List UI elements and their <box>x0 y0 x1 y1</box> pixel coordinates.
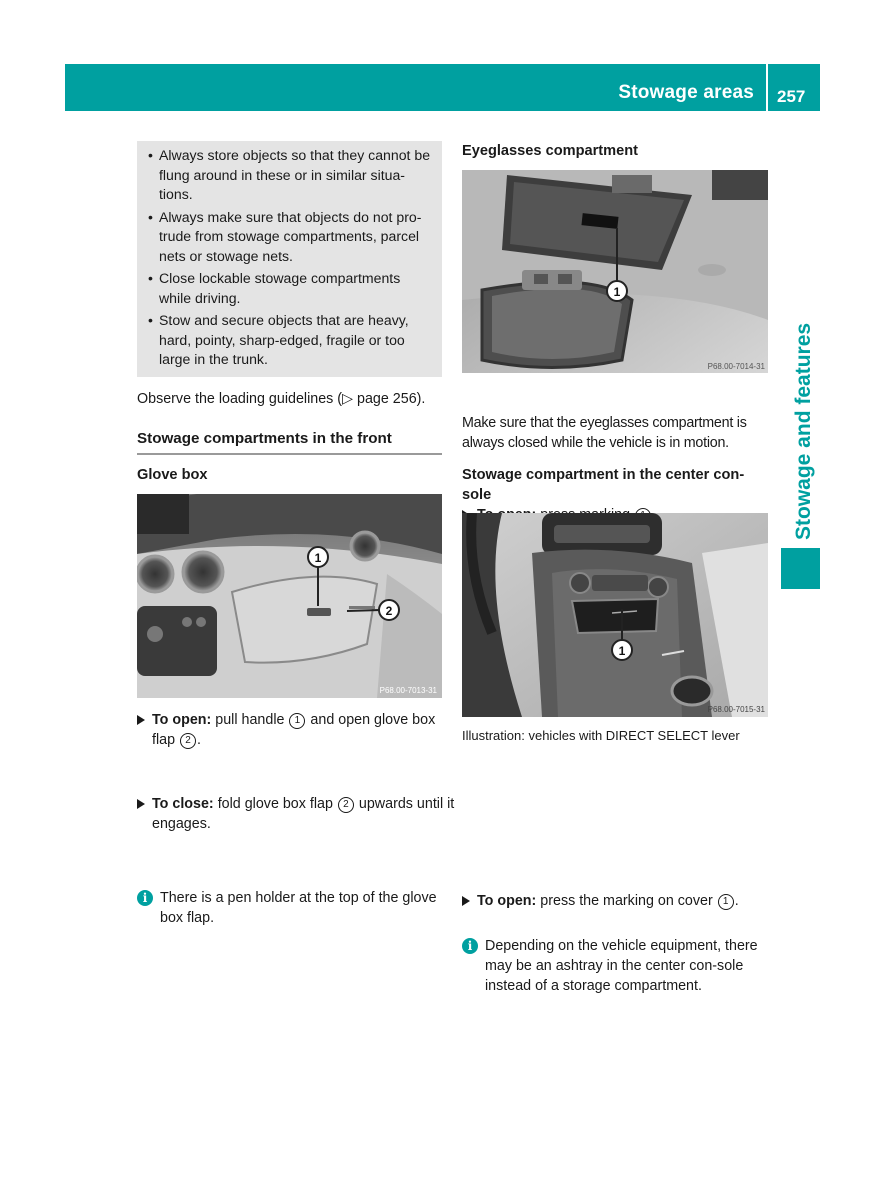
step-label: To close: <box>152 796 214 812</box>
page-number-box <box>768 64 820 111</box>
step-text: and open glove box flap <box>152 712 436 748</box>
warning-item: • Always store objects so that they cannot be flung around in these or in similar situa-tions. <box>148 146 436 205</box>
marker: 1 <box>718 894 734 910</box>
callout-1: 1 <box>618 644 626 658</box>
header-title: Stowage areas <box>618 82 754 103</box>
step-label: To open: <box>152 712 212 728</box>
step-arrow-icon <box>137 715 145 725</box>
loading-note: Observe the loading guidelines (▷ page 256). <box>137 391 426 407</box>
info-icon: i <box>137 890 153 906</box>
info-icon: i <box>462 938 478 954</box>
section-heading-block <box>137 429 442 455</box>
info-text: Depending on the vehicle equipment, there may be an ashtray in the center con-sole instead of a storage compartment. <box>485 938 758 994</box>
console-info <box>462 936 775 996</box>
step-text: fold glove box flap <box>217 796 333 812</box>
console-heading: Stowage compartment in the center con-sole <box>462 467 745 503</box>
step-end: . <box>197 732 202 748</box>
step-arrow-icon <box>462 896 470 906</box>
glove-close-step <box>137 794 457 834</box>
glove-box-figure <box>137 494 442 698</box>
callout-2: 2 <box>385 604 393 618</box>
header-bar <box>65 64 766 111</box>
section-heading: Stowage compartments in the front <box>137 430 392 447</box>
step-end: . <box>734 893 739 909</box>
marker: 2 <box>180 733 196 749</box>
warning-item: • Stow and secure objects that are heavy, hard, pointy, sharp-edged, fragile or too large in the trunk. <box>148 311 436 370</box>
page-number: 257 <box>777 87 806 106</box>
callout-1: 1 <box>613 285 621 299</box>
console-open-step <box>462 891 783 911</box>
step-arrow-icon <box>137 799 145 809</box>
side-tab-marker <box>781 548 820 589</box>
glove-open-step <box>137 710 457 750</box>
warning-box <box>137 141 442 377</box>
figure-code: P68.00-7013-31 <box>379 686 437 695</box>
warning-item: • Always make sure that objects do not pro-trude from stowage compartments, parcel nets or stowage nets. <box>148 208 436 267</box>
console-figure <box>462 513 768 717</box>
warning-item: • Close lockable stowage compartments while driving. <box>148 269 436 308</box>
callout-1: 1 <box>314 551 322 565</box>
eyeglasses-heading: Eyeglasses compartment <box>462 143 639 159</box>
figure-code: P68.00-7014-31 <box>707 362 765 371</box>
step-label: To open: <box>477 893 537 909</box>
step-text: pull handle <box>215 712 285 728</box>
figure-code: P68.00-7015-31 <box>707 705 765 714</box>
step-text: upwards until it engages. <box>152 796 455 832</box>
eyeglasses-figure <box>462 170 768 373</box>
glove-info <box>137 888 450 928</box>
info-text: There is a pen holder at the top of the glove box flap. <box>160 890 437 926</box>
step-text: press the marking on cover <box>540 893 713 909</box>
glove-box-heading: Glove box <box>137 467 208 483</box>
side-tab-label: Stowage and features <box>792 322 815 540</box>
marker: 1 <box>289 713 305 729</box>
eyeglasses-note: Make sure that the eyeglasses compartment is always closed while the vehicle is in motion. <box>462 415 747 451</box>
console-caption: Illustration: vehicles with DIRECT SELECT lever <box>462 728 740 743</box>
marker: 2 <box>338 797 354 813</box>
